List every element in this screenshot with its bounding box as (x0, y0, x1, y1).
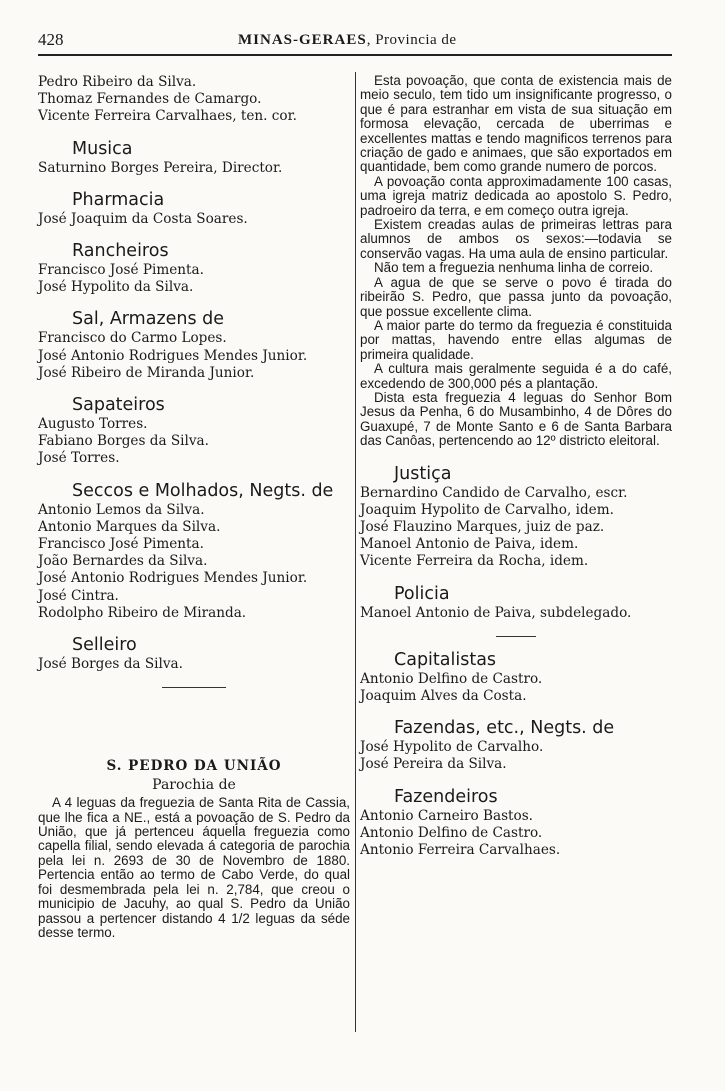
list-item: Augusto Torres. (38, 416, 148, 433)
section-heading-fazendas: Fazendas, etc., Negts. de (394, 718, 615, 739)
page-number: 428 (38, 30, 64, 49)
running-title-main: MINAS-GERAES (238, 32, 367, 48)
paragraph: A povoação conta approximadamente 100 casas, uma igreja matriz dedicada ao apostolo S. Pedro, padroeiro da terra, e em começo outra igreja. (360, 173, 672, 218)
list-item: José Pereira da Silva. (360, 756, 507, 773)
paragraph: Não tem a freguezia nenhuma linha de correio. (374, 260, 654, 276)
list-item: Bernardino Candido de Carvalho, escr. (360, 484, 628, 501)
place-description: A 4 leguas da freguezia de Santa Rita de Cassia, que lhe fica a NE., está a povoação de S. Pedro da União, que já pertenceu áquella freguezia como capella filial, sendo elevada á categoria de parochia pela lei n. 2693 de 30 de Novembro de 1880. Pertencia então ao termo de Cabo Verde, do qual foi desmembrada pela lei n. 2,784, que creou o municipio de Jacuhy, ao qual S. Pedro da União passou a pertencer distando 4 1/2 leguas da séde desse termo. (38, 795, 350, 940)
section-heading-seccos: Seccos e Molhados, Negts. de (72, 480, 334, 501)
list-item: Fabiano Borges da Silva. (38, 433, 209, 450)
section-heading-fazendeiros: Fazendeiros (394, 786, 498, 807)
section-heading-capitalistas: Capitalistas (394, 649, 497, 670)
section-heading-sapateiros: Sapateiros (72, 395, 165, 416)
list-item: Antonio Ferreira Carvalhaes. (360, 842, 561, 858)
list-item: Manoel Antonio de Paiva, subdelegado. (360, 604, 632, 621)
header-rule (38, 54, 672, 56)
list-item: Rodolpho Ribeiro de Miranda. (38, 604, 247, 621)
right-column (360, 74, 672, 859)
list-item: Manoel Antonio de Paiva, idem. (360, 536, 579, 553)
place-subtitle: Parochia de (152, 777, 236, 794)
section-heading-selleiro: Selleiro (72, 635, 137, 656)
list-item: Vicente Ferreira Carvalhaes, ten. cor. (38, 108, 297, 125)
list-item: José Antonio Rodrigues Mendes Junior. (38, 347, 308, 364)
section-heading-musica: Musica (72, 138, 133, 159)
paragraph: Existem creadas aulas de primeiras lettras para alumnos de ambos os sexos:—todavia se conservão vagas. Ha uma aula de ensino particular. (360, 217, 672, 261)
list-item: Antonio Carneiro Bastos. (360, 807, 533, 824)
paragraph: A maior parte do termo da freguezia é constituida por mattas, havendo entre ellas algumas de primeira qualidade. (360, 317, 672, 362)
list-item: Francisco do Carmo Lopes. (38, 330, 227, 347)
section-heading-justica: Justiça (394, 463, 452, 484)
list-item: Francisco José Pimenta. (38, 536, 204, 553)
list-item: José Antonio Rodrigues Mendes Junior. (38, 570, 308, 587)
list-item: José Joaquim da Costa Soares. (38, 210, 248, 227)
list-item: José Hypolito de Carvalho. (360, 739, 544, 756)
list-item: José Torres. (38, 450, 120, 467)
list-item: Pedro Ribeiro da Silva. (38, 74, 197, 90)
list-item: José Ribeiro de Miranda Junior. (38, 364, 255, 381)
list-item: Thomaz Fernandes de Camargo. (38, 91, 262, 108)
list-item: Saturnino Borges Pereira, Director. (38, 159, 283, 176)
section-heading-sal: Sal, Armazens de (72, 309, 225, 330)
section-heading-rancheiros: Rancheiros (72, 241, 169, 262)
paragraph: Dista esta freguezia 4 leguas do Senhor Bom Jesus da Penha, 6 do Musambinho, 4 de Dôres do Guaxupé, 7 de Monte Santo e 6 de Santa Barbara das Canôas, pertencendo ao 12º districto eleitoral. (360, 389, 672, 449)
list-item: Francisco José Pimenta. (38, 262, 204, 279)
section-heading-pharmacia: Pharmacia (72, 189, 165, 210)
list-item: José Hypolito da Silva. (38, 279, 194, 296)
running-title (238, 32, 457, 49)
list-item: Antonio Delfino de Castro. (360, 824, 543, 841)
list-item: Joaquim Hypolito de Carvalho, idem. (360, 501, 614, 518)
list-item: Antonio Marques da Silva. (38, 518, 221, 535)
column-divider (355, 72, 356, 1032)
list-item: José Cintra. (38, 587, 119, 604)
paragraph: A agua de que se serve o povo é tirada do ribeirão S. Pedro, que passa junto da povoação, que possue excellente clima. (360, 274, 672, 319)
section-heading-policia: Policia (394, 583, 450, 604)
left-column (38, 74, 350, 940)
list-item: José Borges da Silva. (38, 656, 183, 673)
list-item: Antonio Lemos da Silva. (38, 501, 205, 518)
page-header (38, 30, 670, 52)
list-item: Joaquim Alves da Costa. (360, 687, 527, 704)
list-item: João Bernardes da Silva. (38, 553, 208, 570)
place-title: S. PEDRO DA UNIÃO (106, 758, 282, 775)
running-title-sub: , Provincia de (366, 32, 457, 48)
paragraph: A cultura mais geralmente seguida é a do café, excedendo de 300,000 pés a plantação. (360, 361, 672, 391)
list-item: Antonio Delfino de Castro. (360, 670, 543, 687)
paragraph: Esta povoação, que conta de existencia mais de meio seculo, tem tido um insignificante progresso, o que é para estranhar em vista de sua situação em formosa elevação, cercada de uberrimas e excellentes mattas e tendo magnificos terrenos para criação de gado e animaes, que são exportados em quantidade, bem como grande numero de porcos. (360, 73, 672, 175)
list-item: Vicente Ferreira da Rocha, idem. (360, 553, 589, 570)
list-item: José Flauzino Marques, juiz de paz. (360, 518, 605, 535)
